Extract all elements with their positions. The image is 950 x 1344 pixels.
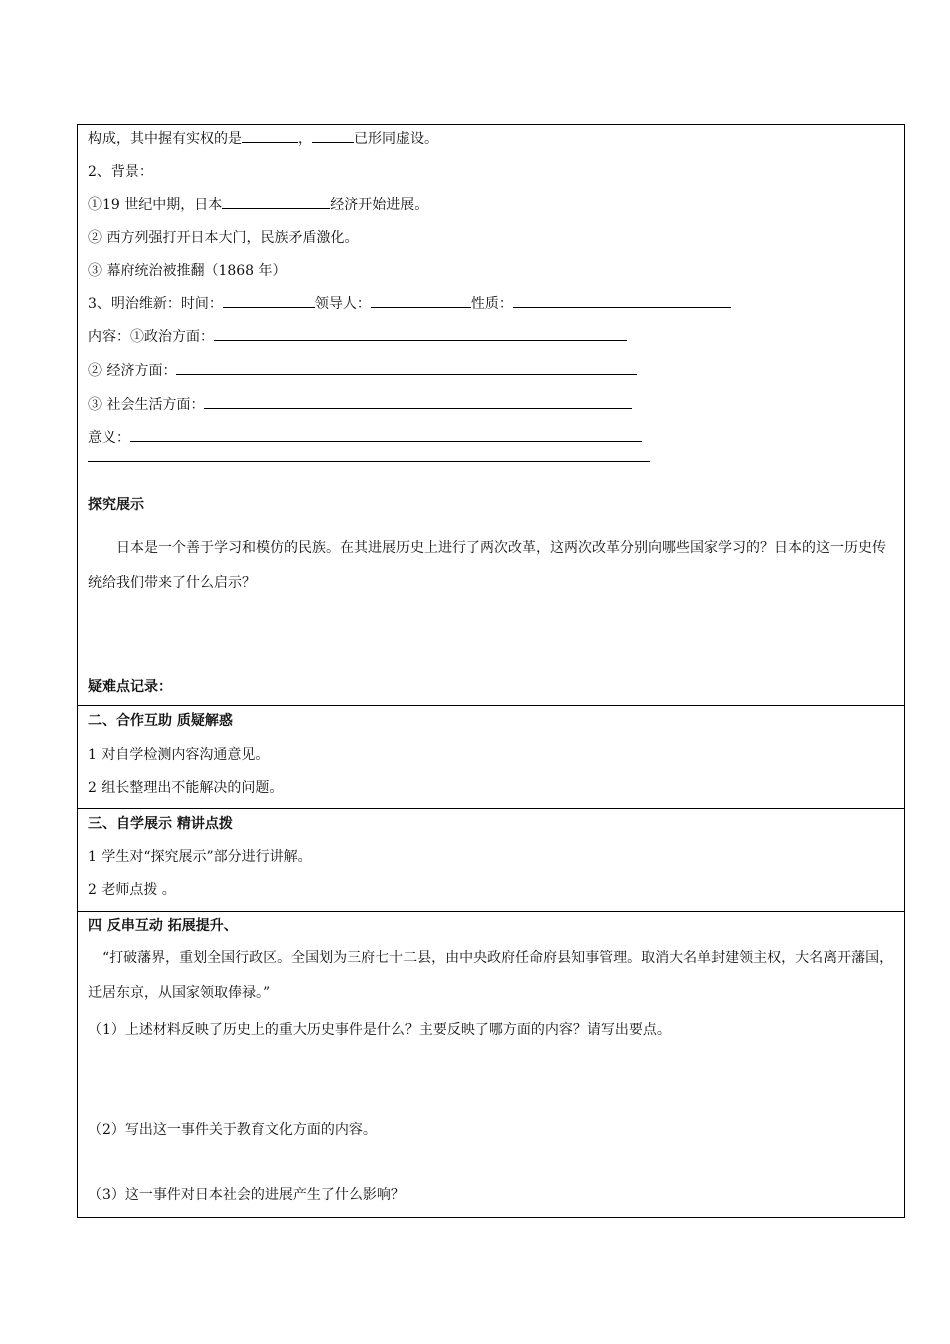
difficulty-record-title: 疑难点记录： (88, 679, 172, 695)
answer-blank[interactable] (130, 429, 642, 442)
significance-blank-2[interactable] (88, 461, 650, 462)
content-politics-line (88, 328, 627, 346)
content-economy-label: ② 经济方面： (88, 363, 177, 379)
divider (78, 808, 904, 809)
answer-blank[interactable] (242, 130, 298, 143)
section4-question-1: （1）上述材料反映了历史上的重大历史事件是什么？主要反映了哪方面的内容？请写出要点。 (88, 1022, 671, 1038)
answer-blank[interactable] (214, 328, 627, 341)
significance-line (88, 429, 642, 447)
meiji-time-label: 3、明治维新：时间： (88, 296, 223, 312)
answer-blank[interactable] (222, 196, 330, 209)
composition-text-a: 构成，其中握有实权的是 (88, 131, 242, 147)
section4-question-3: （3）这一事件对日本社会的进展产生了什么影响？ (88, 1187, 405, 1203)
worksheet-table (77, 124, 905, 1218)
answer-blank[interactable] (204, 396, 632, 409)
explore-title: 探究展示 (88, 497, 144, 513)
section3-title: 三、自学展示 精讲点拨 (88, 816, 233, 832)
composition-separator: ， (298, 131, 312, 147)
content-politics-label: 内容：①政治方面： (88, 329, 214, 345)
background-item-2: ② 西方列强打开日本大门，民族矛盾激化。 (88, 230, 359, 246)
meiji-nature-label: 性质： (470, 296, 513, 312)
divider (78, 911, 904, 912)
meiji-restoration-line (88, 295, 731, 313)
content-society-label: ③ 社会生活方面： (88, 397, 205, 413)
meiji-leader-label: 领导人： (314, 296, 371, 312)
background-item-3: ③ 幕府统治被推翻（1868 年） (88, 263, 287, 279)
answer-blank[interactable] (223, 295, 315, 308)
section2-item-2: 2 组长整理出不能解决的问题。 (88, 780, 284, 796)
section4-title: 四 反串互动 拓展提升、 (88, 918, 238, 934)
background-item-1 (88, 196, 428, 214)
composition-text-b: 已形同虚设。 (354, 131, 438, 147)
answer-blank[interactable] (371, 295, 471, 308)
content-society-line (88, 396, 632, 414)
answer-blank[interactable] (312, 130, 354, 143)
bg1-text-a: ①19 世纪中期，日本 (88, 197, 223, 213)
section4-quote: “打破藩界，重划全国行政区。全国划为三府七十二县，由中央政府任命府县知事管理。取消大名单封建领主权，大名离开藩国，迁居东京，从国家领取俸禄。” (88, 950, 894, 1001)
background-title: 2、背景： (88, 164, 153, 180)
answer-blank[interactable] (513, 295, 731, 308)
section4-question-2: （2）写出这一事件关于教育文化方面的内容。 (88, 1122, 377, 1138)
section3-item-2: 2 老师点拨 。 (88, 882, 176, 898)
explore-question: 日本是一个善于学习和模仿的民族。在其进展历史上进行了两次改革，这两次改革分别向哪些国家学习的？日本的这一历史传统给我们带来了什么启示？ (88, 540, 886, 591)
significance-label: 意义： (88, 430, 130, 446)
bg1-text-b: 经济开始进展。 (330, 197, 429, 213)
answer-blank[interactable] (176, 362, 637, 375)
section2-item-1: 1 对自学检测内容沟通意见。 (88, 747, 270, 763)
section3-item-1: 1 学生对“探究展示”部分进行讲解。 (88, 849, 312, 865)
section2-title: 二、合作互助 质疑解惑 (88, 713, 233, 729)
content-economy-line (88, 362, 637, 380)
divider (78, 705, 904, 706)
composition-line (88, 130, 438, 148)
